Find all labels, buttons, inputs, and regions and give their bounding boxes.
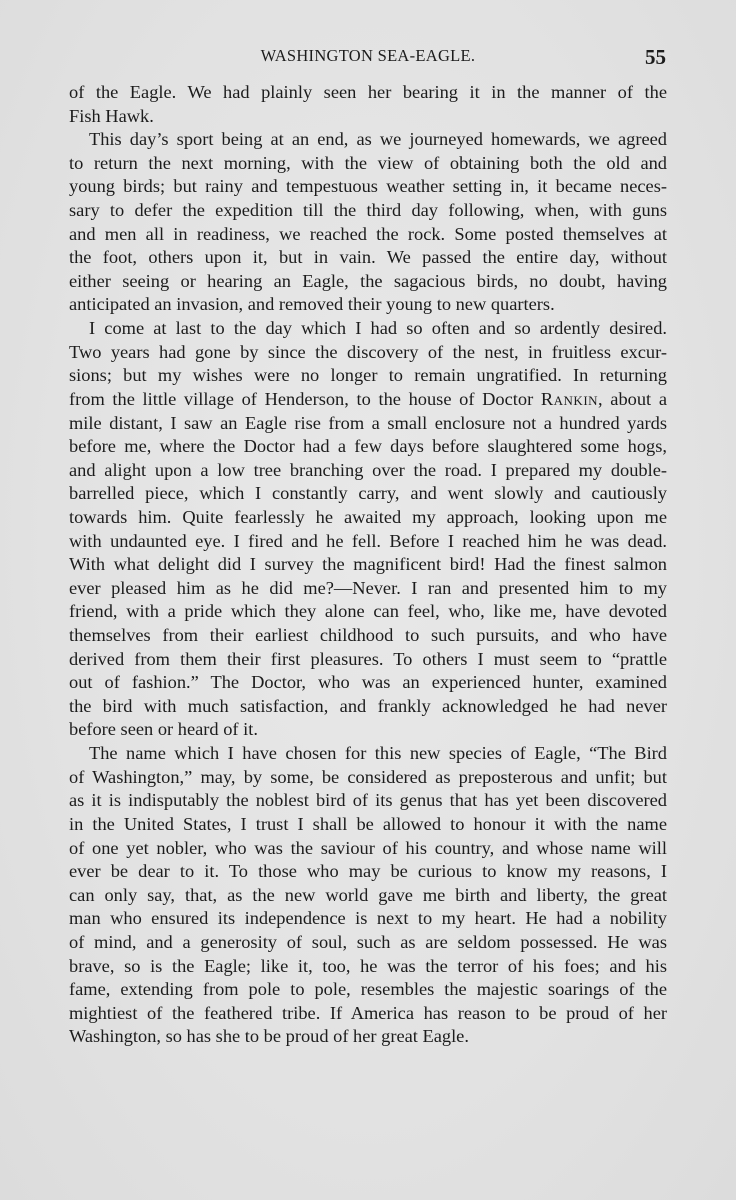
person-name: Rankin	[540, 388, 599, 409]
text-line: either seeing or hearing an Eagle, the sagacious birds, no doubt, having	[69, 270, 667, 291]
text-line: derived from them their first pleasures. To others I must seem to “prattle	[69, 648, 667, 669]
text-line: fame, extending from pole to pole, resembles the majestic soarings of the	[69, 979, 667, 1000]
text-line: the bird with much satisfaction, and frankly acknowledged he had never	[69, 695, 667, 716]
paragraph-1	[69, 81, 667, 128]
running-head	[70, 46, 666, 70]
text-line: and alight upon a low tree branching over the road. I prepared my double-	[69, 459, 667, 480]
text-line: sary to defer the expedition till the third day following, when, with guns	[69, 200, 667, 221]
text-line: towards him. Quite fearlessly he awaited my approach, looking upon me	[69, 506, 667, 527]
text-line: man who ensured its independence is next to my heart. He had a nobility	[69, 908, 667, 929]
text-line: themselves from their earliest childhood to such pursuits, and who have	[69, 625, 667, 646]
text-line: with undaunted eye. I fired and he fell. Before I reached him he was dead.	[69, 530, 667, 551]
paragraph-4	[69, 742, 667, 1049]
text-line: Fish Hawk.	[69, 105, 154, 126]
text-line: Washington, so has she to be proud of her great Eagle.	[69, 1026, 469, 1047]
text-line: With what delight did I survey the magnificent bird! Had the finest salmon	[69, 554, 667, 575]
text-line: brave, so is the Eagle; like it, too, he was the terror of his foes; and his	[69, 955, 667, 976]
text-line: ever pleased him as he did me?—Never. I ran and presented him to my	[69, 577, 667, 598]
text-line: young birds; but rainy and tempestuous weather setting in, it became neces-	[69, 176, 667, 197]
text-line: of mind, and a generosity of soul, such as are seldom possessed. He was	[69, 931, 667, 952]
paragraph-3	[69, 317, 667, 742]
text-line: before me, where the Doctor had a few days before slaughtered some hogs,	[69, 436, 667, 457]
body-text	[69, 81, 667, 1049]
text-line: of Washington,” may, by some, be considered as preposterous and unfit; but	[69, 766, 667, 787]
text-line: Two years had gone by since the discovery of the nest, in fruitless excur-	[69, 341, 667, 362]
text-line: I come at last to the day which I had so often and so ardently desired.	[89, 318, 667, 339]
text-line: mile distant, I saw an Eagle rise from a small enclosure not a hundred yards	[69, 412, 667, 433]
text-line: of one yet nobler, who was the saviour of his country, and whose name will	[69, 837, 667, 858]
text-line: in the United States, I trust I shall be allowed to honour it with the name	[69, 813, 667, 834]
text-line: and men all in readiness, we reached the rock. Some posted themselves at	[69, 223, 667, 244]
text-line: sions; but my wishes were no longer to remain ungratified. In returning	[69, 365, 667, 386]
text-segment: , about a	[598, 388, 667, 409]
text-line: anticipated an invasion, and removed their young to new quarters.	[69, 294, 555, 315]
text-line: friend, with a pride which they alone can feel, who, like me, have devoted	[69, 601, 667, 622]
text-line-with-name	[69, 388, 667, 412]
text-line: ever be dear to it. To those who may be curious to know my reasons, I	[69, 861, 667, 882]
text-line: the foot, others upon it, but in vain. We passed the entire day, without	[69, 247, 667, 268]
text-line: to return the next morning, with the view of obtaining both the old and	[69, 152, 667, 173]
text-line: can only say, that, as the new world gave me birth and liberty, the great	[69, 884, 667, 905]
paragraph-2	[69, 128, 667, 317]
text-line: as it is indisputably the noblest bird of its genus that has yet been discovered	[69, 790, 667, 811]
running-title: WASHINGTON SEA-EAGLE.	[260, 46, 476, 65]
text-line: barrelled piece, which I constantly carry, and went slowly and cautiously	[69, 483, 667, 504]
text-line: The name which I have chosen for this new species of Eagle, “The Bird	[89, 743, 667, 764]
text-line: out of fashion.” The Doctor, who was an experienced hunter, examined	[69, 672, 667, 693]
text-line: This day’s sport being at an end, as we journeyed homewards, we agreed	[89, 129, 667, 150]
page-number: 55	[645, 45, 666, 69]
text-line: mightiest of the feathered tribe. If America has reason to be proud of her	[69, 1002, 667, 1023]
text-line: of the Eagle. We had plainly seen her bearing it in the manner of the	[69, 82, 667, 102]
text-line: before seen or heard of it.	[69, 719, 258, 740]
text-segment: from the little village of Henderson, to the house of Doctor	[69, 388, 534, 409]
